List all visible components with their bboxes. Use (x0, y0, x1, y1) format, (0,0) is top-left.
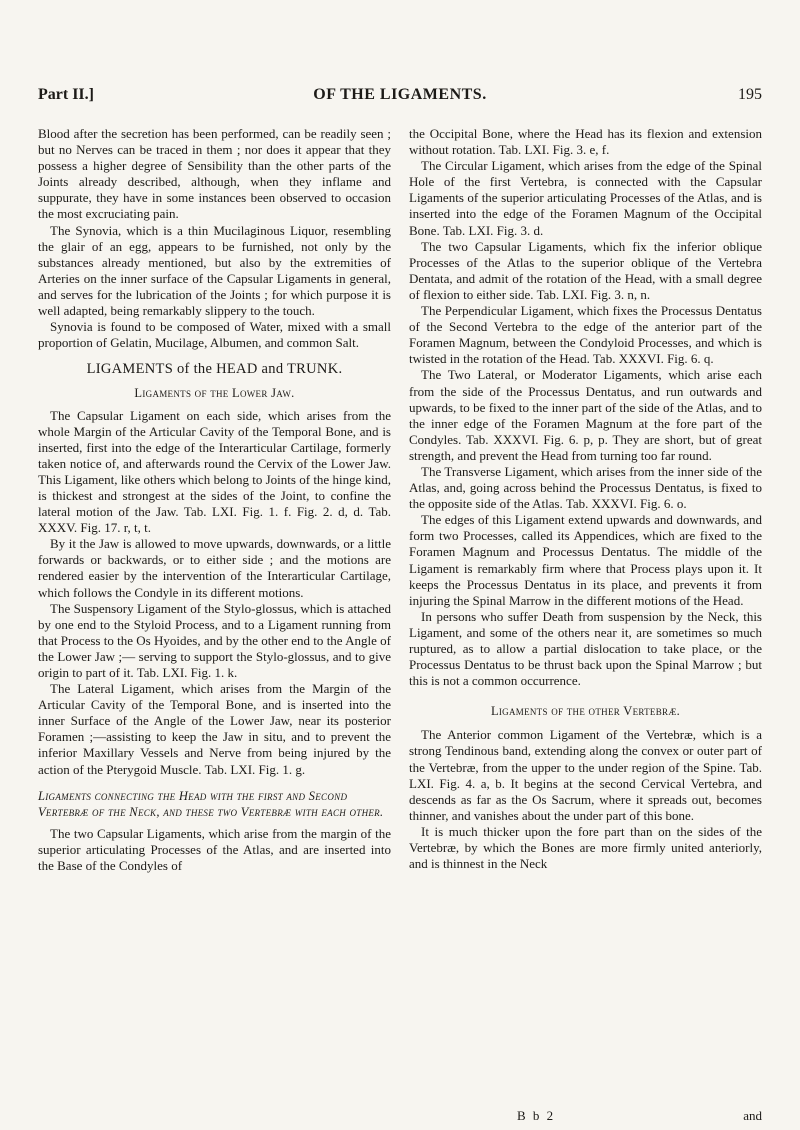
page-number: 195 (738, 86, 762, 103)
paragraph: It is much thicker upon the fore part than on the sides of the Vertebræ, by which the Bones are more firmly united anteriorly, and is thinnest in the Neck (409, 823, 762, 872)
paragraph: By it the Jaw is allowed to move upwards, downwards, or a little forwards or backwards, or to either side ; and the motions are rendered easier by the intervention of the Interarticular Cartilage, which follows the Condyle in its different motions. (38, 536, 391, 600)
paragraph: The Anterior common Ligament of the Vertebræ, which is a strong Tendinous band, extending along the convex or outer part of the Vertebræ, from the upper to the under region of the Spine. Tab. LXI. Fig. 4. a, b. It begins at the second Cervical Vertebra, and descends as far as the Os Sacrum, where it spreads out, becomes thinner, and vanishes about the under part of this bone. (409, 727, 762, 823)
paragraph: The edges of this Ligament extend upwards and downwards, and form two Processes, called its Appendices, which are fixed to the Foramen Magnum and Processus Dentatus. The middle of the Ligament is remarkably firm where that Process plays upon it. It keeps the Processus Dentatus in its place, and prevents it from injuring the Spinal Marrow in the different motions of the Head. (409, 512, 762, 608)
left-column (38, 126, 391, 874)
paragraph: the Occipital Bone, where the Head has its flexion and extension without rotation. Tab. LXI. Fig. 3. e, f. (409, 126, 762, 158)
part-label: Part II.] (38, 86, 94, 103)
catchword: and (743, 1108, 762, 1123)
paragraph: In persons who suffer Death from suspension by the Neck, this Ligament, and some of the others near it, are sometimes so much ruptured, as to allow a partial dislocation to take place, or the Processus Dentatus to be thrust back upon the Spinal Marrow ; but this is not a common occurrence. (409, 608, 762, 689)
paragraph: The Synovia, which is a thin Mucilaginous Liquor, resembling the glair of an egg, appears to be furnished, not only by the substances already mentioned, but also by the extremities of Arteries on the inner surface of the Capsular Ligaments in general, and serves for the lubrication of the Joints ; for which purpose it is well adapted, being remarkably slippery to the touch. (38, 222, 391, 319)
page-title: OF THE LIGAMENTS. (313, 86, 487, 103)
page-footer (409, 1108, 762, 1126)
signature-mark: B b 2 (517, 1108, 556, 1123)
section-heading: LIGAMENTS of the HEAD and TRUNK. (86, 361, 343, 378)
sub-heading: Ligaments of the Lower Jaw. (134, 386, 295, 401)
paragraph: The Perpendicular Ligament, which fixes the Processus Dentatus of the Second Vertebra to the edge of the anterior part of the Foramen Magnum, between the Condyloid Processes, and which is twisted in the rotation of the Head. Tab. XXXVI. Fig. 6. q. (409, 303, 762, 367)
paragraph: The Suspensory Ligament of the Stylo-glossus, which is attached by one end to the Styloid Process, and to a Ligament running from that Process to the Os Hyoides, and by the other end to the Angle of the Lower Jaw ;— serving to support the Stylo-glossus, and to give origin to part of it. Tab. LXI. Fig. 1. k. (38, 600, 391, 680)
running-header (38, 86, 762, 110)
paragraph: Synovia is found to be composed of Water, mixed with a small proportion of Gelatin, Mucilage, Albumen, and common Salt. (38, 319, 391, 351)
paragraph: The Two Lateral, or Moderator Ligaments, which arise each from the side of the Processus Dentatus, and run outwards and upwards, to be fixed to the inner part of the side of the Atlas, and to the inner edge of the Foramen Magnum at the fore part of the Condyles. Tab. XXXVI. Fig. 6. p, p. They are short, but of great strength, and prevent the Head from turning too far round. (409, 367, 762, 463)
paragraph: Blood after the secretion has been performed, can be readily seen ; but no Nerves can be traced in them ; nor does it appear that they possess a higher degree of Sensibility than the other parts of the Joints already described, although, when they inflame and suppurate, they have in some instances been observed to occasion the most excruciating pain. (38, 126, 391, 222)
paragraph: The Capsular Ligament on each side, which arises from the whole Margin of the Articular Cavity of the Temporal Bone, and is inserted, first into the edge of the Interarticular Cartilage, formerly taken notice of, and afterwards round the Cervix of the Lower Jaw. This Ligament, like others which belong to Joints of the hinge kind, is thickest and strongest at the sides of the Joint, to confine the lateral motion of the Jaw. Tab. LXI. Fig. 1. f. Fig. 2. d, d. Tab. XXXV. Fig. 17. r, t, t. (38, 407, 391, 536)
paragraph: The Transverse Ligament, which arises from the inner side of the Atlas, and, going across behind the Processus Dentatus, is fixed to the opposite side of the Atlas. Tab. XXXVI. Fig. 6. o. (409, 463, 762, 512)
paragraph: The Lateral Ligament, which arises from the Margin of the Articular Cavity of the Temporal Bone, and is inserted into the inner Surface of the Angle of the Lower Jaw, near its posterior Foramen ;—assisting to keep the Jaw in situ, and to prevent the inferior Maxillary Vessels and Nerve from being injured by the action of the Pterygoid Muscle. Tab. LXI. Fig. 1. g. (38, 681, 391, 777)
sub-heading: Ligaments of the other Vertebræ. (490, 704, 681, 719)
right-column (409, 126, 762, 872)
paragraph: The Circular Ligament, which arises from the edge of the Spinal Hole of the first Vertebra, is connected with the Capsular Ligaments of the superior articulating Processes of the Atlas, and is inserted into the edge of the Foramen Magnum of the Occipital Bone. Tab. LXI. Fig. 3. d. (409, 158, 762, 238)
paragraph: The two Capsular Ligaments, which arise from the margin of the superior articulating Processes of the Atlas, and are inserted into the Base of the Condyles of (38, 825, 391, 874)
paragraph: The two Capsular Ligaments, which fix the inferior oblique Processes of the Atlas to the superior oblique of the Vertebra Dentata, and admit of the rotation of the Head, with a small degree of flexion to either side. Tab. LXI. Fig. 3. n, n. (409, 238, 762, 302)
sub-heading: Ligaments connecting the Head with the first and Second Vertebræ of the Neck, and these two Vertebræ with each other. (38, 788, 384, 819)
